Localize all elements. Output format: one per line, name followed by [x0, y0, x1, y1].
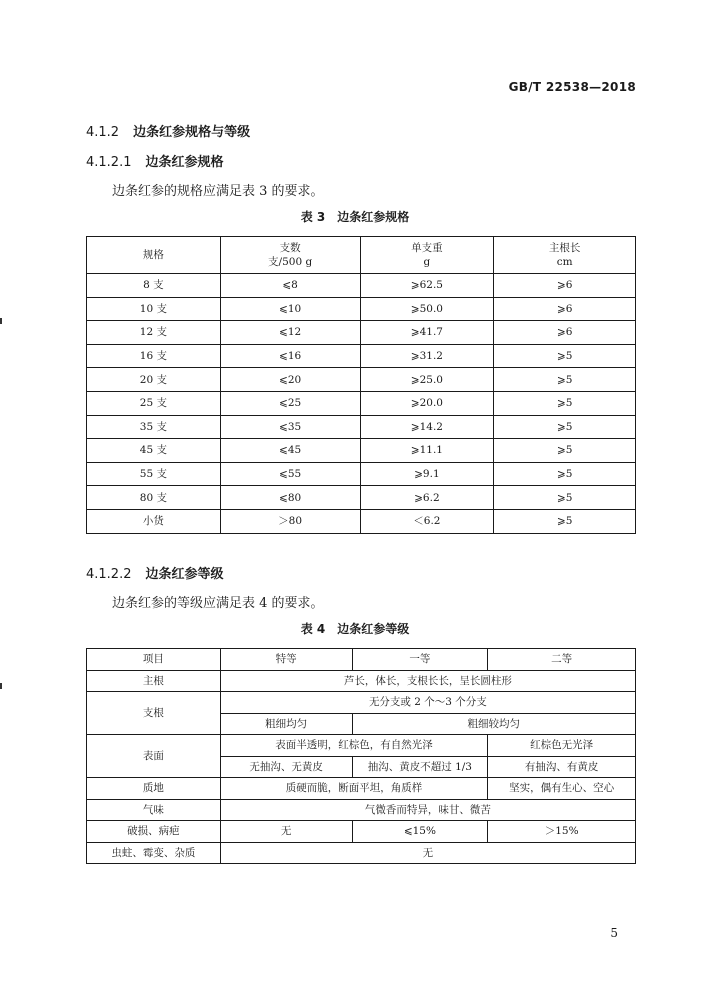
heading-title: 边条红参规格 [145, 155, 224, 170]
table-row: 破损、病疤 无 ⩽15% ＞15% [87, 821, 636, 843]
table3-header-spec: 规格 [87, 237, 221, 274]
table3-caption: 表 3 边条红参规格 [300, 210, 410, 224]
table-row: 质地 质硬而脆，断面平坦，角质样 坚实，偶有生心、空心 [87, 778, 636, 800]
table3-header-count: 支数 支/500 g [220, 237, 360, 274]
table-row: 支根 无分支或 2 个～3 个分支 [87, 692, 636, 714]
table-row: 主根 芦长，体长，支根长长，呈长圆柱形 [87, 670, 636, 692]
page-number: 5 [610, 926, 618, 940]
table-row: 16 支 ⩽16 ⩾31.2 ⩾5 [87, 344, 636, 368]
table4-header-grade2: 一等 [352, 649, 488, 671]
scan-mark [0, 318, 2, 324]
paragraph-table4-ref: 边条红参的等级应满足表 4 的要求。 [112, 596, 324, 611]
scan-mark [0, 683, 2, 689]
table-row: 35 支 ⩽35 ⩾14.2 ⩾5 [87, 415, 636, 439]
standard-number: GB/T 22538—2018 [508, 80, 636, 94]
table3-specifications [86, 236, 636, 534]
table4-grades [86, 648, 636, 864]
table-row: 55 支 ⩽55 ⩾9.1 ⩾5 [87, 462, 636, 486]
table4-header-row [87, 649, 636, 671]
table-row: 气味 气微香而特异，味甘、微苦 [87, 799, 636, 821]
heading-number: 4.1.2 [86, 125, 120, 140]
heading-4-1-2 [86, 121, 250, 140]
heading-title: 边条红参规格与等级 [133, 125, 251, 140]
heading-4-1-2-1 [86, 151, 224, 170]
table-row: 12 支 ⩽12 ⩾41.7 ⩾6 [87, 321, 636, 345]
table4-caption: 表 4 边条红参等级 [300, 622, 410, 636]
table3-header-weight: 单支重 g [360, 237, 494, 274]
table-row: 小货 ＞80 ＜6.2 ⩾5 [87, 509, 636, 533]
heading-number: 4.1.2.1 [86, 155, 132, 170]
table4-header-grade1: 特等 [220, 649, 352, 671]
table-row: 45 支 ⩽45 ⩾11.1 ⩾5 [87, 439, 636, 463]
heading-title: 边条红参等级 [145, 567, 224, 582]
table-row: 无抽沟、无黄皮 抽沟、黄皮不超过 1/3 有抽沟、有黄皮 [87, 756, 636, 778]
heading-number: 4.1.2.2 [86, 567, 132, 582]
heading-4-1-2-2 [86, 563, 224, 582]
table-row: 20 支 ⩽20 ⩾25.0 ⩾5 [87, 368, 636, 392]
table3-header-length: 主根长 cm [494, 237, 636, 274]
table-row: 虫蛀、霉变、杂质 无 [87, 842, 636, 864]
table-row: 80 支 ⩽80 ⩾6.2 ⩾5 [87, 486, 636, 510]
paragraph-table3-ref: 边条红参的规格应满足表 3 的要求。 [112, 184, 324, 199]
table4-header-item: 项目 [87, 649, 221, 671]
table-row: 粗细均匀 粗细较均匀 [87, 713, 636, 735]
table-row: 8 支 ⩽8 ⩾62.5 ⩾6 [87, 274, 636, 298]
table-row: 25 支 ⩽25 ⩾20.0 ⩾5 [87, 391, 636, 415]
table4-header-grade3: 二等 [488, 649, 636, 671]
table-row: 表面 表面半透明，红棕色，有自然光泽 红棕色无光泽 [87, 735, 636, 757]
table3-header-row [87, 237, 636, 274]
table-row: 10 支 ⩽10 ⩾50.0 ⩾6 [87, 297, 636, 321]
